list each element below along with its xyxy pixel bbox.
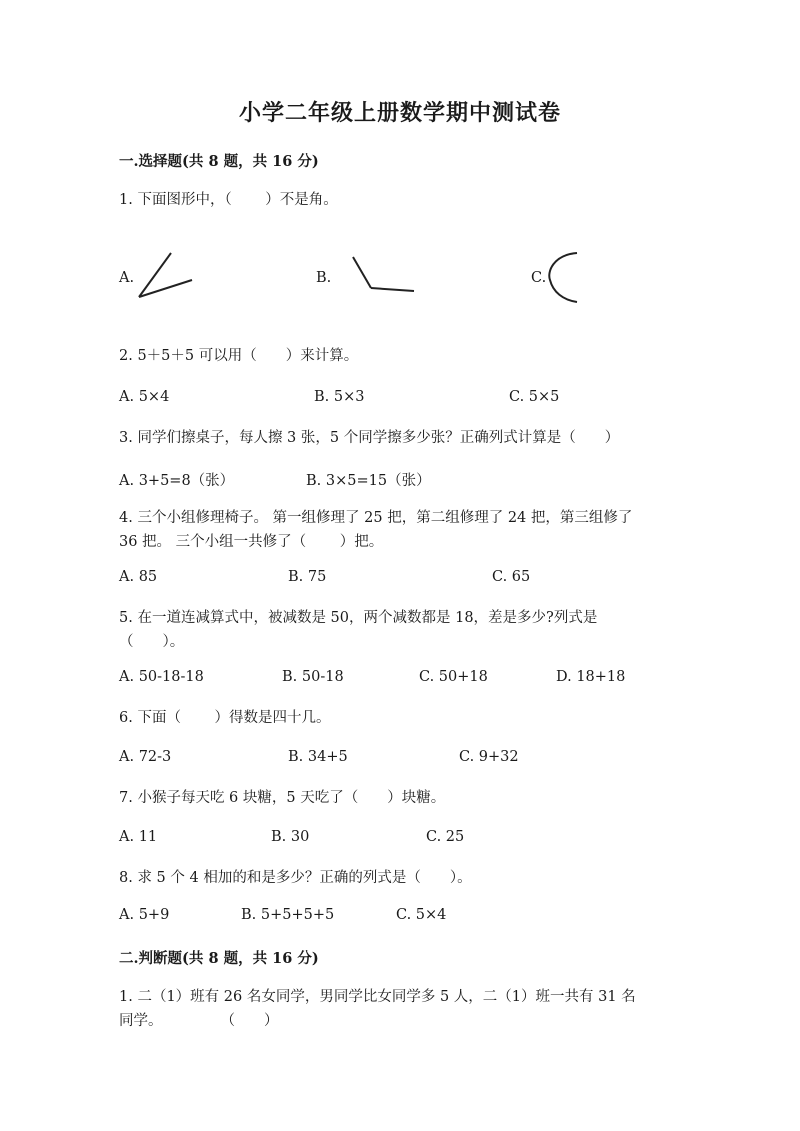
question-4-line-1: 4. 三个小组修理椅子。 第一组修理了 25 把，第二组修理了 24 把，第三组修了 xyxy=(119,510,633,526)
question-2-options xyxy=(0,389,800,409)
question-1: 1. 下面图形中，（ ）不是角。 xyxy=(119,192,338,208)
option-b: B. 3×5=15（张） xyxy=(306,473,431,489)
question-3-options xyxy=(0,469,800,489)
option-b: B. 5×3 xyxy=(314,389,365,405)
page-title: 小学二年级上册数学期中测试卷 xyxy=(238,100,561,126)
option-a: A. 50-18-18 xyxy=(119,669,204,685)
option-b: B. 34+5 xyxy=(288,749,348,765)
obtuse-angle-figure xyxy=(350,254,418,296)
option-a: A. 3+5=8（张） xyxy=(119,473,235,489)
question-4 xyxy=(119,506,689,554)
judgment-1 xyxy=(119,985,689,1033)
judgment-1-line-1: 1. 二（1）班有 26 名女同学，男同学比女同学多 5 人，二（1）班一共有 31 名 xyxy=(119,989,636,1005)
figure-label-a: A. xyxy=(119,270,135,286)
option-a: A. 72-3 xyxy=(119,749,172,765)
question-5-options xyxy=(0,669,800,689)
section-heading-true-false: 二.判断题(共 8 题，共 16 分) xyxy=(119,950,319,967)
option-b: B. 30 xyxy=(271,829,310,845)
question-6: 6. 下面（ ）得数是四十几。 xyxy=(119,710,331,726)
question-7: 7. 小猴子每天吃 6 块糖，5 天吃了（ ）块糖。 xyxy=(119,790,446,806)
judgment-1-line-2: 同学。 （ ） xyxy=(119,1013,279,1029)
option-a: A. 11 xyxy=(119,829,158,845)
arc-figure xyxy=(545,250,585,306)
option-c: C. 65 xyxy=(492,569,531,585)
option-b: B. 50-18 xyxy=(282,669,344,685)
question-6-options xyxy=(0,749,800,769)
question-7-options xyxy=(0,829,800,849)
figure-label-c: C. xyxy=(531,270,547,286)
option-b: B. 5+5+5+5 xyxy=(241,907,335,923)
question-4-line-2: 36 把。 三个小组一共修了（ ）把。 xyxy=(119,534,384,550)
option-a: A. 5×4 xyxy=(119,389,170,405)
question-5-line-1: 5. 在一道连减算式中，被减数是 50，两个减数都是 18，差是多少?列式是 xyxy=(119,610,598,626)
option-a: A. 85 xyxy=(119,569,158,585)
option-d: D. 18+18 xyxy=(556,669,626,685)
option-c: C. 50+18 xyxy=(419,669,488,685)
question-5-line-2: （ ）。 xyxy=(119,634,185,650)
acute-angle-figure xyxy=(136,250,196,300)
option-c: C. 25 xyxy=(426,829,465,845)
section-heading-choice: 一.选择题(共 8 题，共 16 分) xyxy=(119,153,319,170)
question-4-options xyxy=(0,569,800,589)
option-b: B. 75 xyxy=(288,569,327,585)
question-5 xyxy=(119,606,689,654)
option-a: A. 5+9 xyxy=(119,907,170,923)
option-c: C. 9+32 xyxy=(459,749,519,765)
question-3: 3. 同学们擦桌子，每人擦 3 张，5 个同学擦多少张？正确列式计算是（ ） xyxy=(119,430,620,446)
option-c: C. 5×4 xyxy=(396,907,447,923)
question-8: 8. 求 5 个 4 相加的和是多少？正确的列式是（ ）。 xyxy=(119,870,472,886)
question-8-options xyxy=(0,907,800,927)
question-2: 2. 5＋5＋5 可以用（ ）来计算。 xyxy=(119,348,359,364)
option-c: C. 5×5 xyxy=(509,389,560,405)
figure-label-b: B. xyxy=(316,270,332,286)
